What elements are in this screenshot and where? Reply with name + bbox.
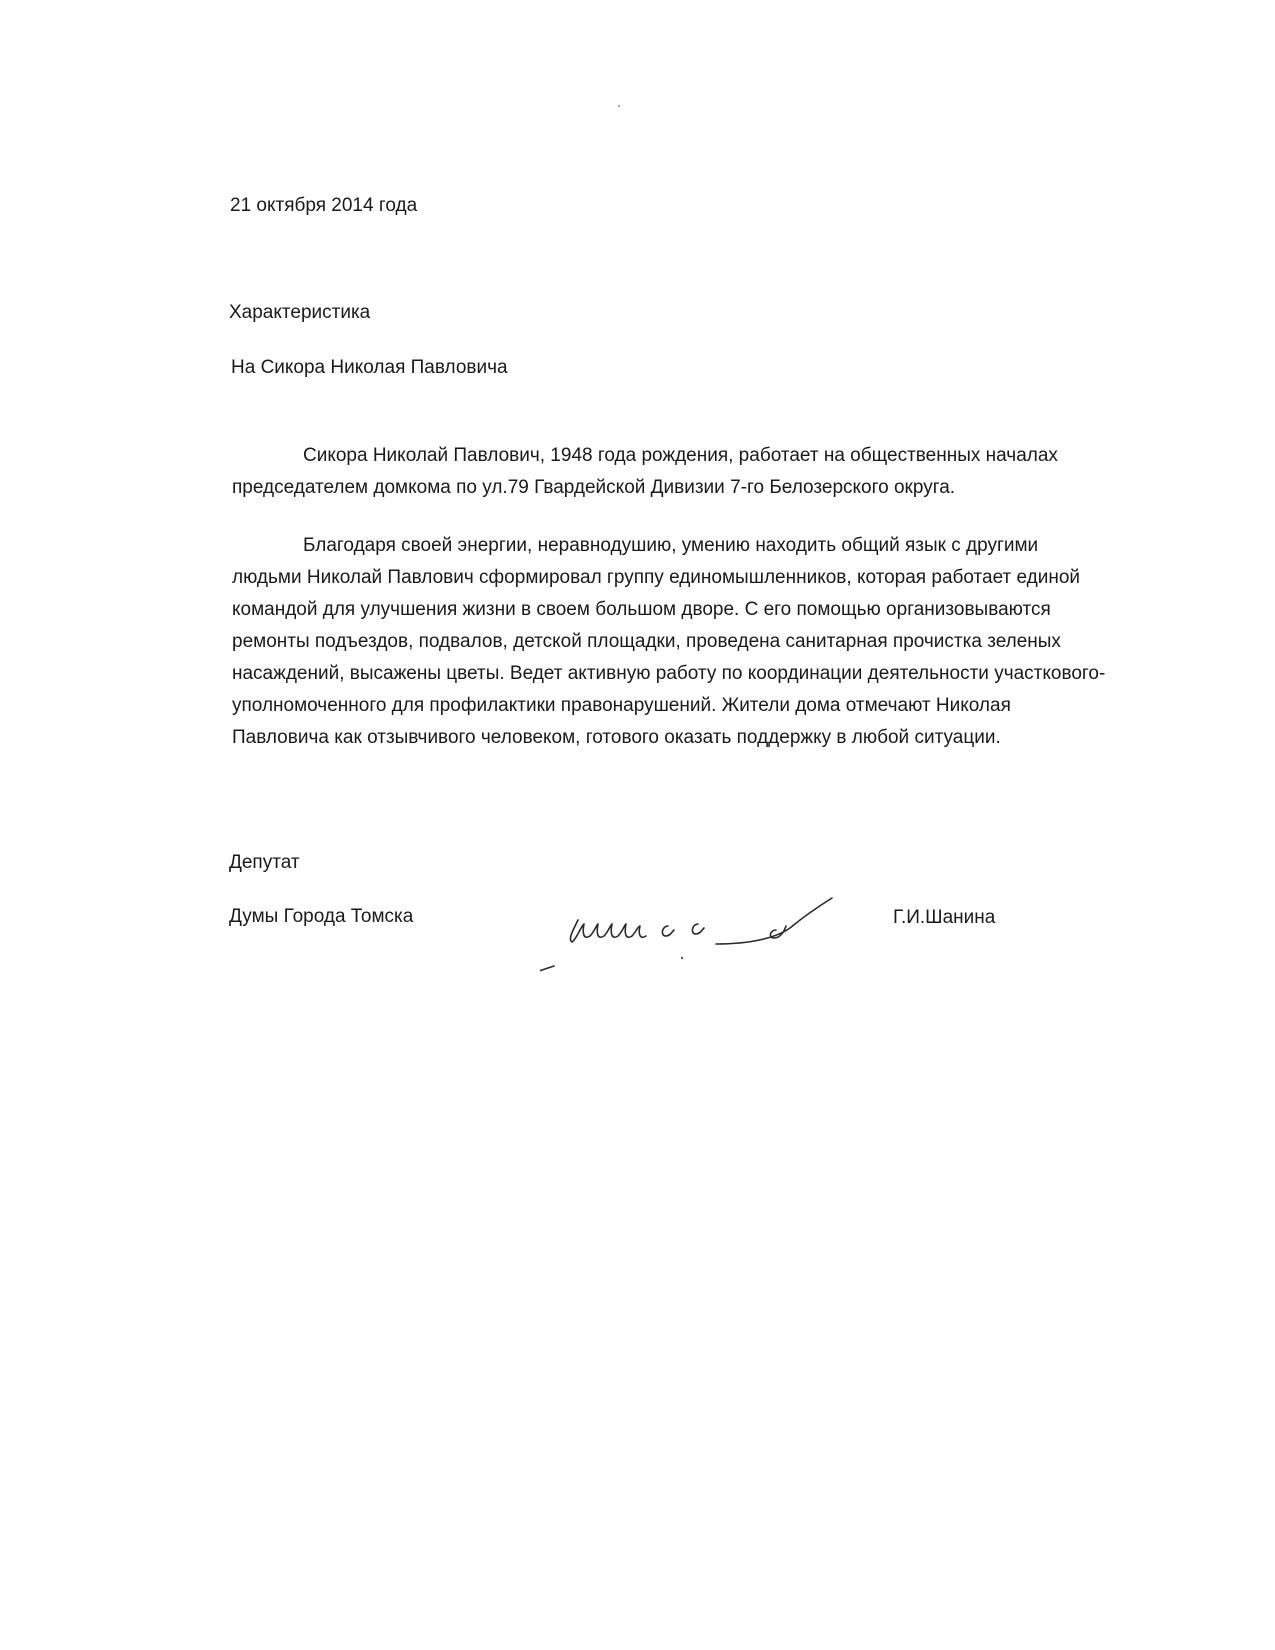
handwritten-signature: [540, 880, 880, 1000]
document-subject: На Сикора Николая Павловича: [231, 357, 508, 378]
signatory-name: Г.И.Шанина: [893, 907, 996, 928]
signatory-role-line-2: Думы Города Томска: [229, 906, 414, 927]
paragraph-2-line: людьми Николай Павлович сформировал группу единомышленников, которая работает единой: [232, 567, 1081, 588]
paragraph-1-line: председателем домкома по ул.79 Гвардейской Дивизии 7-го Белозерского округа.: [232, 477, 956, 498]
paragraph-2-line: уполномоченного для профилактики правонарушений. Жители дома отмечают Николая: [232, 695, 1011, 716]
paragraph-2-line: Благодаря своей энергии, неравнодушию, умению находить общий язык с другими: [303, 535, 1039, 556]
paragraph-1-line: Сикора Николай Павлович, 1948 года рождения, работает на общественных началах: [303, 445, 1058, 466]
document-title: Характеристика: [229, 302, 371, 323]
letter-date: 21 октября 2014 года: [230, 195, 418, 216]
paragraph-2-line: насаждений, высажены цветы. Ведет активную работу по координации деятельности участкового-: [232, 663, 1106, 684]
paragraph-2-line: командой для улучшения жизни в своем большом дворе. С его помощью организовываются: [232, 599, 1051, 620]
paragraph-2-line: Павловича как отзывчивого человеком, готового оказать поддержку в любой ситуации.: [232, 727, 1001, 748]
scan-artifact: [618, 105, 620, 107]
signatory-role-line-1: Депутат: [229, 852, 300, 873]
paragraph-2-line: ремонты подъездов, подвалов, детской площадки, проведена санитарная прочистка зеленых: [232, 631, 1061, 652]
